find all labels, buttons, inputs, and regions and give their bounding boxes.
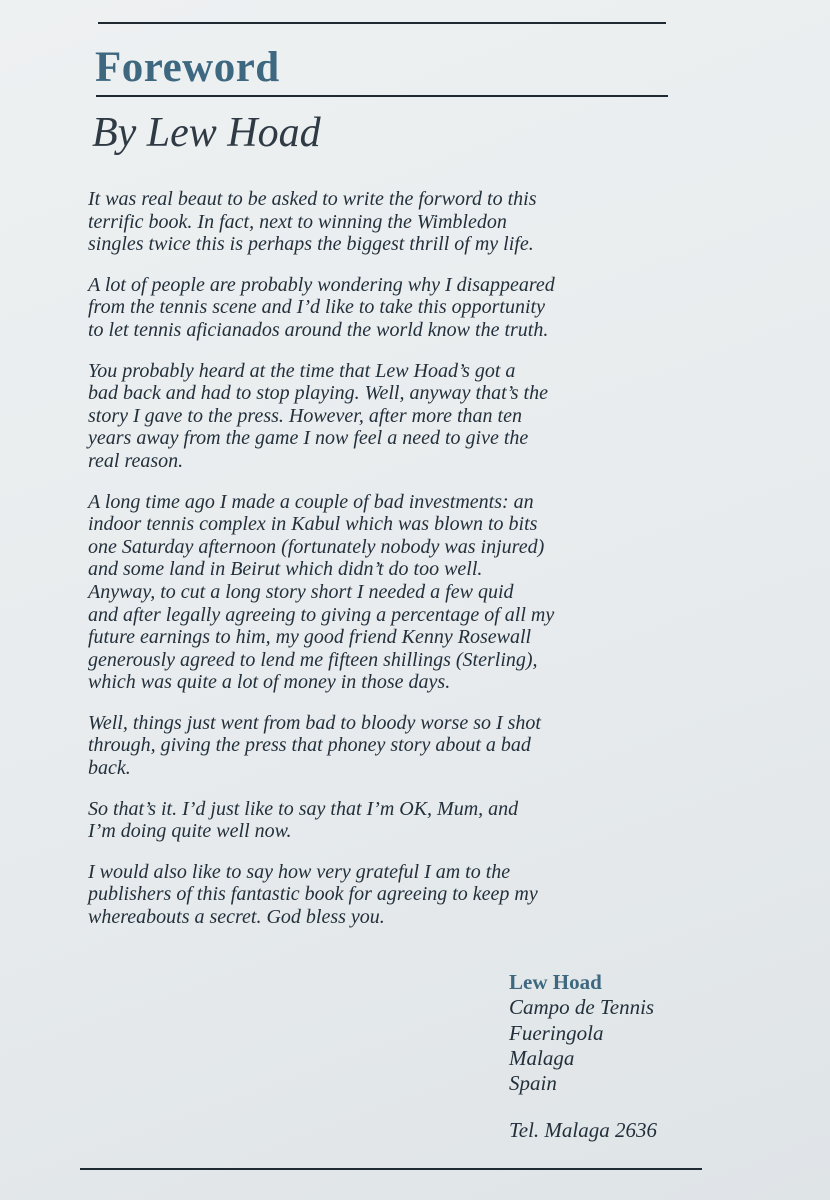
text-line: years away from the game I now feel a need to give the [88, 427, 529, 450]
text-line: I’m doing quite well now. [88, 820, 292, 843]
signature-block [509, 970, 657, 1144]
top-rule [98, 22, 666, 24]
text-line: and after legally agreeing to giving a percentage of all my [88, 603, 555, 626]
paragraph [88, 188, 708, 256]
paragraph [88, 274, 708, 342]
text-line: which was quite a lot of money in those days. [88, 671, 451, 694]
title-rule [96, 95, 668, 97]
text-line: indoor tennis complex in Kabul which was blown to bits [88, 513, 538, 536]
text-line: singles twice this is perhaps the biggest thrill of my life. [88, 233, 534, 256]
address-line: Spain [509, 1071, 557, 1096]
text-line: from the tennis scene and I’d like to take this opportunity [88, 296, 545, 319]
bottom-rule [80, 1168, 702, 1170]
text-line: one Saturday afternoon (fortunately nobody was injured) [88, 535, 545, 558]
text-line: story I gave to the press. However, after more than ten [88, 404, 522, 427]
text-line: whereabouts a secret. God bless you. [88, 906, 385, 929]
text-line: terrific book. In fact, next to winning the Wimbledon [88, 210, 507, 233]
address-line: Campo de Tennis [509, 995, 655, 1020]
text-line: real reason. [88, 449, 184, 472]
foreword-body [88, 188, 708, 947]
text-line: future earnings to him, my good friend Kenny Rosewall [88, 626, 532, 649]
text-line: bad back and had to stop playing. Well, anyway that’s the [88, 382, 548, 405]
text-line: A lot of people are probably wondering why I disappeared [88, 273, 555, 296]
paragraph [88, 491, 708, 694]
page-title: Foreword [95, 44, 280, 91]
text-line: You probably heard at the time that Lew Hoad’s got a [88, 359, 516, 382]
text-line: to let tennis aficianados around the world know the truth. [88, 318, 549, 341]
text-line: Anyway, to cut a long story short I needed a few quid [88, 580, 514, 603]
address-line: Fueringola [509, 1020, 604, 1045]
text-line: publishers of this fantastic book for agreeing to keep my [88, 883, 538, 906]
paragraph [88, 712, 708, 780]
text-line: Well, things just went from bad to bloody worse so I shot [88, 711, 541, 734]
text-line: It was real beaut to be asked to write the forword to this [88, 188, 537, 210]
signature-name: Lew Hoad [509, 970, 602, 994]
text-line: I would also like to say how very grateful I am to the [88, 860, 511, 883]
text-line: and some land in Beirut which didn’t do too well. [88, 558, 483, 581]
address-line: Malaga [509, 1045, 575, 1070]
paragraph [88, 798, 708, 843]
text-line: back. [88, 757, 131, 780]
text-line: generously agreed to lend me fifteen shillings (Sterling), [88, 648, 538, 671]
paragraph [88, 861, 708, 929]
text-line: So that’s it. I’d just like to say that I’m OK, Mum, and [88, 797, 519, 820]
paragraph [88, 360, 708, 473]
telephone: Tel. Malaga 2636 [509, 1118, 657, 1143]
text-line: through, giving the press that phoney story about a bad [88, 734, 531, 757]
text-line: A long time ago I made a couple of bad investments: an [88, 490, 534, 513]
page-subtitle: By Lew Hoad [92, 110, 321, 156]
